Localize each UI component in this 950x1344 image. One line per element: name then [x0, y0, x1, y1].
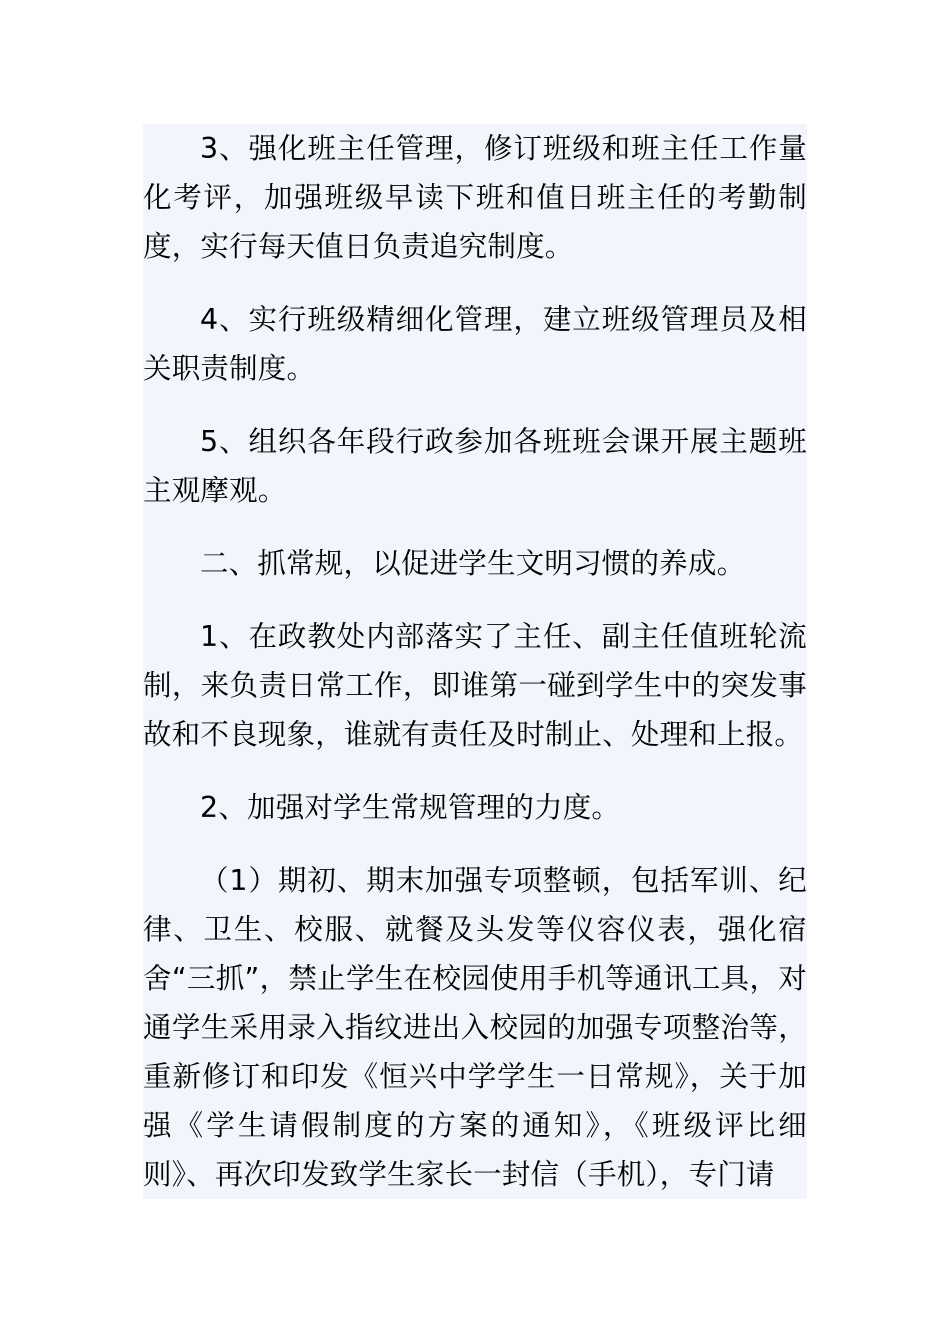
paragraph-class-refined-management: 4、实行班级精细化管理，建立班级管理员及相关职责制度。	[143, 303, 807, 385]
section-heading-routine: 二、抓常规，以促进学生文明习惯的养成。	[200, 547, 746, 580]
paragraph-spacer	[143, 515, 807, 539]
paragraph-special-rectification: （1）期初、期末加强专项整顿，包括军训、纪律、卫生、校服、就餐及头发等仪容仪表，强化宿舍“三抓”，禁止学生在校园使用手机等通讯工具，对通学生采用录入指纹进出入校园的加强专项整治等，重新修订和印发《恒兴中学学生一日常规》，关于加强《学生请假制度的方案的通知》，《班级评比细则》、再次印发致学生家长一封信（手机），专门请	[143, 864, 807, 1191]
paragraph-spacer	[143, 832, 807, 856]
paragraph-class-teacher-management: 3、强化班主任管理，修订班级和班主任工作量化考评，加强班级早读下班和值日班主任的考勤制度，实行每天值日负责追究制度。	[143, 132, 807, 263]
paragraph-routine-management: 2、加强对学生常规管理的力度。	[200, 791, 621, 824]
paragraph-spacer	[143, 393, 807, 417]
paragraph-spacer	[143, 588, 807, 612]
paragraph-spacer	[143, 759, 807, 783]
document-text-block	[143, 124, 807, 1199]
paragraph-duty-rotation: 1、在政教处内部落实了主任、副主任值班轮流制，来负责日常工作，即谁第一碰到学生中的突发事故和不良现象，谁就有责任及时制止、处理和上报。	[143, 620, 807, 751]
paragraph-class-meeting-observation: 5、组织各年段行政参加各班班会课开展主题班主观摩观。	[143, 425, 807, 507]
paragraph-spacer	[143, 271, 807, 295]
